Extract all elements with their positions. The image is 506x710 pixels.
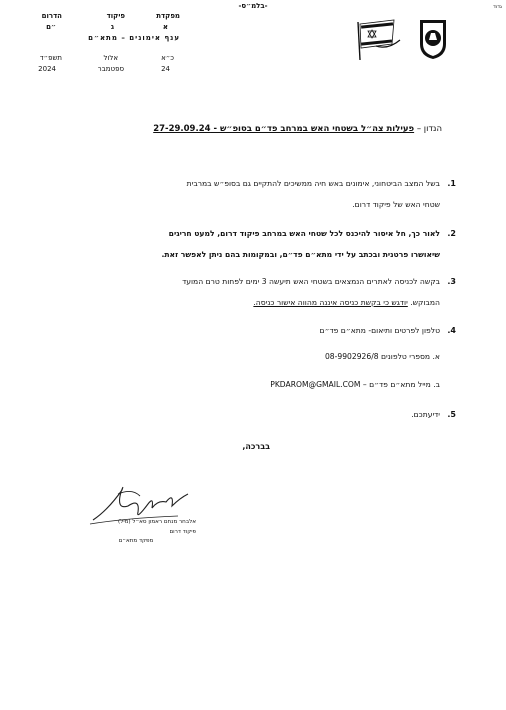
date-month: ספטמבר xyxy=(97,65,124,73)
sub-item-label: מייל מתא״ם פד״ם – xyxy=(362,380,431,389)
header-code-1: א xyxy=(162,23,168,31)
list-item-4 xyxy=(85,320,456,341)
sub-item-a xyxy=(85,352,440,361)
item-line: ידיעתכם. xyxy=(411,410,440,419)
phone-number: 08-9902926/8 xyxy=(324,352,379,361)
item-line: בשל המצב הביטחוני, אימונים באש חיה ממשיכים להתקיים גם בסופ״ש במרבית xyxy=(186,179,440,188)
list-item-1 xyxy=(85,173,456,215)
item-line: טלפון לפרטים ותיאום- מתא״ם פד״ם xyxy=(319,326,440,335)
signature-command: פיקוד דרום xyxy=(169,529,196,535)
sub-item-b xyxy=(85,380,440,389)
item-line: שטחי האש של פיקוד דרום. xyxy=(352,200,440,209)
list-item-3 xyxy=(85,271,456,313)
item-number: 1. xyxy=(447,179,456,188)
item-number: 2. xyxy=(447,229,456,238)
sub-item-letter: א. xyxy=(432,352,440,361)
signature-name: אלבחר מנחם ראמון סא״ל (מיל) xyxy=(118,519,196,525)
closing: בברכה, xyxy=(242,442,270,451)
date-year: 2024 xyxy=(38,65,56,73)
item-number: 5. xyxy=(447,410,456,419)
item-line: לאור כך, חל איסור להיכנס לכל שטחי האש במרחב פיקוד דרום, למעט חריגים xyxy=(168,229,440,238)
header-label-2: פיקוד xyxy=(106,12,125,20)
item-line: בקשה לכניסה לאתרים הנמצאים בשטחי האש תיעשה 3 ימים לפחות טרם המועד xyxy=(182,277,440,286)
subject-line xyxy=(70,124,442,134)
item-number: 3. xyxy=(447,277,456,286)
signature-role: מפקד מתא״ם xyxy=(118,538,154,544)
item-line: המבוקש. xyxy=(410,298,440,307)
unit-emblem-icon xyxy=(418,18,448,60)
subject-prefix: הנדון – xyxy=(416,124,442,134)
header-unit: ענף אימונים – מתא״ם xyxy=(88,34,180,42)
item-number: 4. xyxy=(447,326,456,335)
subject-title: פעילות צה״ל בשטחי האש במרחב פד״ם בסופ״ש - 27-29.09.24 xyxy=(153,124,415,134)
date-heb-year: תשפ״ד xyxy=(39,54,62,62)
header-code-2: ג xyxy=(110,23,114,31)
date-heb-month: אלול xyxy=(103,54,118,62)
flag-logo xyxy=(350,18,404,62)
corner-mark: גדוד xyxy=(493,4,502,10)
date-day: 24 xyxy=(161,65,170,73)
sub-item-label: מספרי טלפונים xyxy=(381,352,431,361)
header-label-1: מפקדת xyxy=(156,12,180,20)
header-label-3: הדרום xyxy=(41,12,62,20)
item-line: שיאושרו פרטנית ובכתב על ידי מתא״ם פד״ם, ובמקומות בהם ניתן לאפשר זאת. xyxy=(161,250,440,259)
sub-item-letter: ב. xyxy=(433,380,440,389)
letterhead-block xyxy=(20,12,180,80)
email-address: PKDAROM@GMAIL.COM xyxy=(270,380,361,389)
classification-stamp: -בלמ״ס- xyxy=(238,2,268,10)
header-code-3: ״ם xyxy=(46,23,56,31)
list-item-5 xyxy=(85,404,456,425)
item-line-underlined: יודגש כי בקשת כניסה איננה מהווה אישור כניסה. xyxy=(253,298,408,307)
list-item-2 xyxy=(85,223,456,265)
date-heb-day: כ״א xyxy=(161,54,174,62)
